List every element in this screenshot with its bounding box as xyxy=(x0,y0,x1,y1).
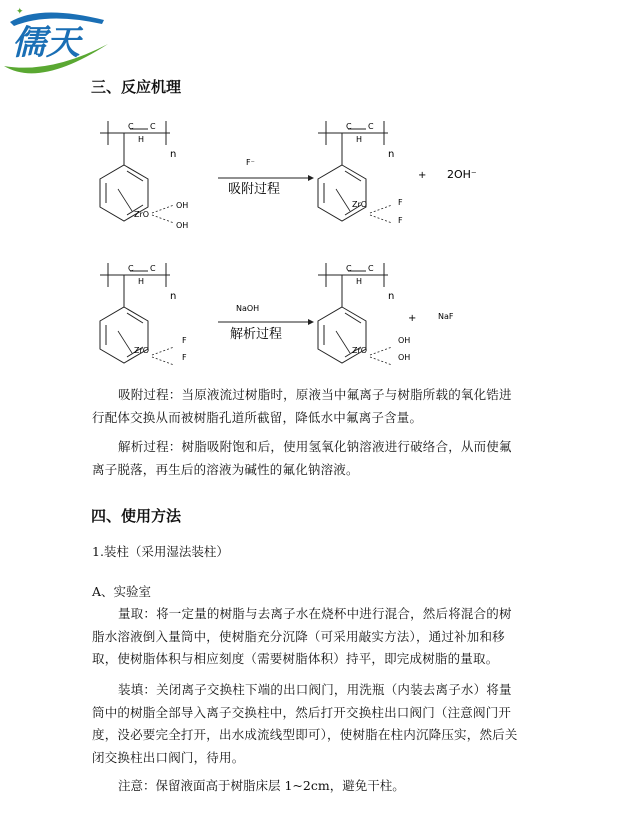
byproduct-2oh: 2OH⁻ xyxy=(447,168,477,181)
svg-text:H: H xyxy=(356,277,363,286)
svg-text:OH: OH xyxy=(398,336,411,345)
arrow-desorption xyxy=(218,304,314,342)
svg-text:C: C xyxy=(128,122,134,131)
svg-text:ZrO: ZrO xyxy=(352,346,368,355)
polymer-structure-row1-right xyxy=(318,121,403,225)
section-title-reaction-mechanism: 三、反应机理 xyxy=(91,78,182,96)
label-desorption-process: 解析过程 xyxy=(230,327,283,342)
svg-text:C: C xyxy=(368,264,374,273)
section-title-usage: 四、使用方法 xyxy=(91,507,182,525)
svg-text:OH: OH xyxy=(176,201,189,210)
svg-text:F: F xyxy=(182,353,187,362)
subsection-a-lab: A、实验室 xyxy=(92,584,152,599)
arrow-adsorption xyxy=(218,158,314,197)
polymer-structure-row2-right xyxy=(318,263,410,365)
svg-text:+: + xyxy=(418,170,427,181)
svg-text:C: C xyxy=(346,264,352,273)
svg-text:F: F xyxy=(398,216,403,225)
svg-text:n: n xyxy=(170,149,177,160)
logo-text: 儒天 xyxy=(12,23,80,63)
svg-text:✦: ✦ xyxy=(16,7,24,17)
paragraph-note: 注意：保留液面高于树脂床层 1~2cm，避免干柱。 xyxy=(118,778,405,793)
svg-text:ZrO: ZrO xyxy=(134,346,150,355)
byproduct-naf: NaF xyxy=(438,312,454,321)
svg-text:C: C xyxy=(150,122,156,131)
step-1-column-packing: 1.装柱（采用湿法装柱） xyxy=(92,544,229,559)
svg-text:H: H xyxy=(138,277,145,286)
svg-text:F: F xyxy=(182,336,187,345)
svg-text:ZrO: ZrO xyxy=(352,200,368,209)
paragraph-install: 装填：关闭离子交换柱下端的出口阀门，用洗瓶（内装去离子水）将量筒中的树脂全部导入离子交换柱中，然后打开交换柱出口阀门（注意阀门开度，没必要完全打开，出水成流线型即可），使树脂在柱内沉降压实，然后关闭交换柱出口阀门，待用。 xyxy=(92,682,518,765)
svg-text:NaOH: NaOH xyxy=(236,304,260,313)
paragraph-measure: 量取：将一定量的树脂与去离子水在烧杯中进行混合，然后将混合的树脂水溶液倒入量筒中，使树脂充分沉降（可采用敲实方法），通过补加和移取，使树脂体积与相应刻度（需要树脂体积）持平，即完成树脂的量取。 xyxy=(92,606,512,666)
label-adsorption-process: 吸附过程 xyxy=(228,182,281,197)
svg-text:n: n xyxy=(170,291,177,302)
svg-text:ZrO: ZrO xyxy=(134,210,150,219)
svg-text:C: C xyxy=(150,264,156,273)
svg-text:OH: OH xyxy=(398,353,411,362)
paragraph-adsorption: 吸附过程：当原液流过树脂时，原液当中氟离子与树脂所载的氧化锆进行配体交换从而被树脂孔道所截留，降低水中氟离子含量。 xyxy=(92,387,512,425)
reaction-scheme xyxy=(0,0,622,380)
paragraph-desorption: 解析过程：树脂吸附饱和后，使用氢氧化钠溶液进行破络合，从而使氟离子脱落，再生后的溶液为碱性的氟化钠溶液。 xyxy=(92,439,512,477)
svg-text:n: n xyxy=(388,149,395,160)
svg-text:C: C xyxy=(346,122,352,131)
svg-text:F⁻: F⁻ xyxy=(246,158,255,167)
svg-text:C: C xyxy=(128,264,134,273)
svg-text:C: C xyxy=(368,122,374,131)
svg-text:H: H xyxy=(356,135,363,144)
polymer-structure-row2-left xyxy=(100,263,187,365)
svg-text:OH: OH xyxy=(176,221,189,230)
svg-text:H: H xyxy=(138,135,145,144)
svg-text:+: + xyxy=(408,313,417,324)
polymer-structure-row1-left xyxy=(100,121,188,230)
svg-text:F: F xyxy=(398,198,403,207)
svg-text:n: n xyxy=(388,291,395,302)
